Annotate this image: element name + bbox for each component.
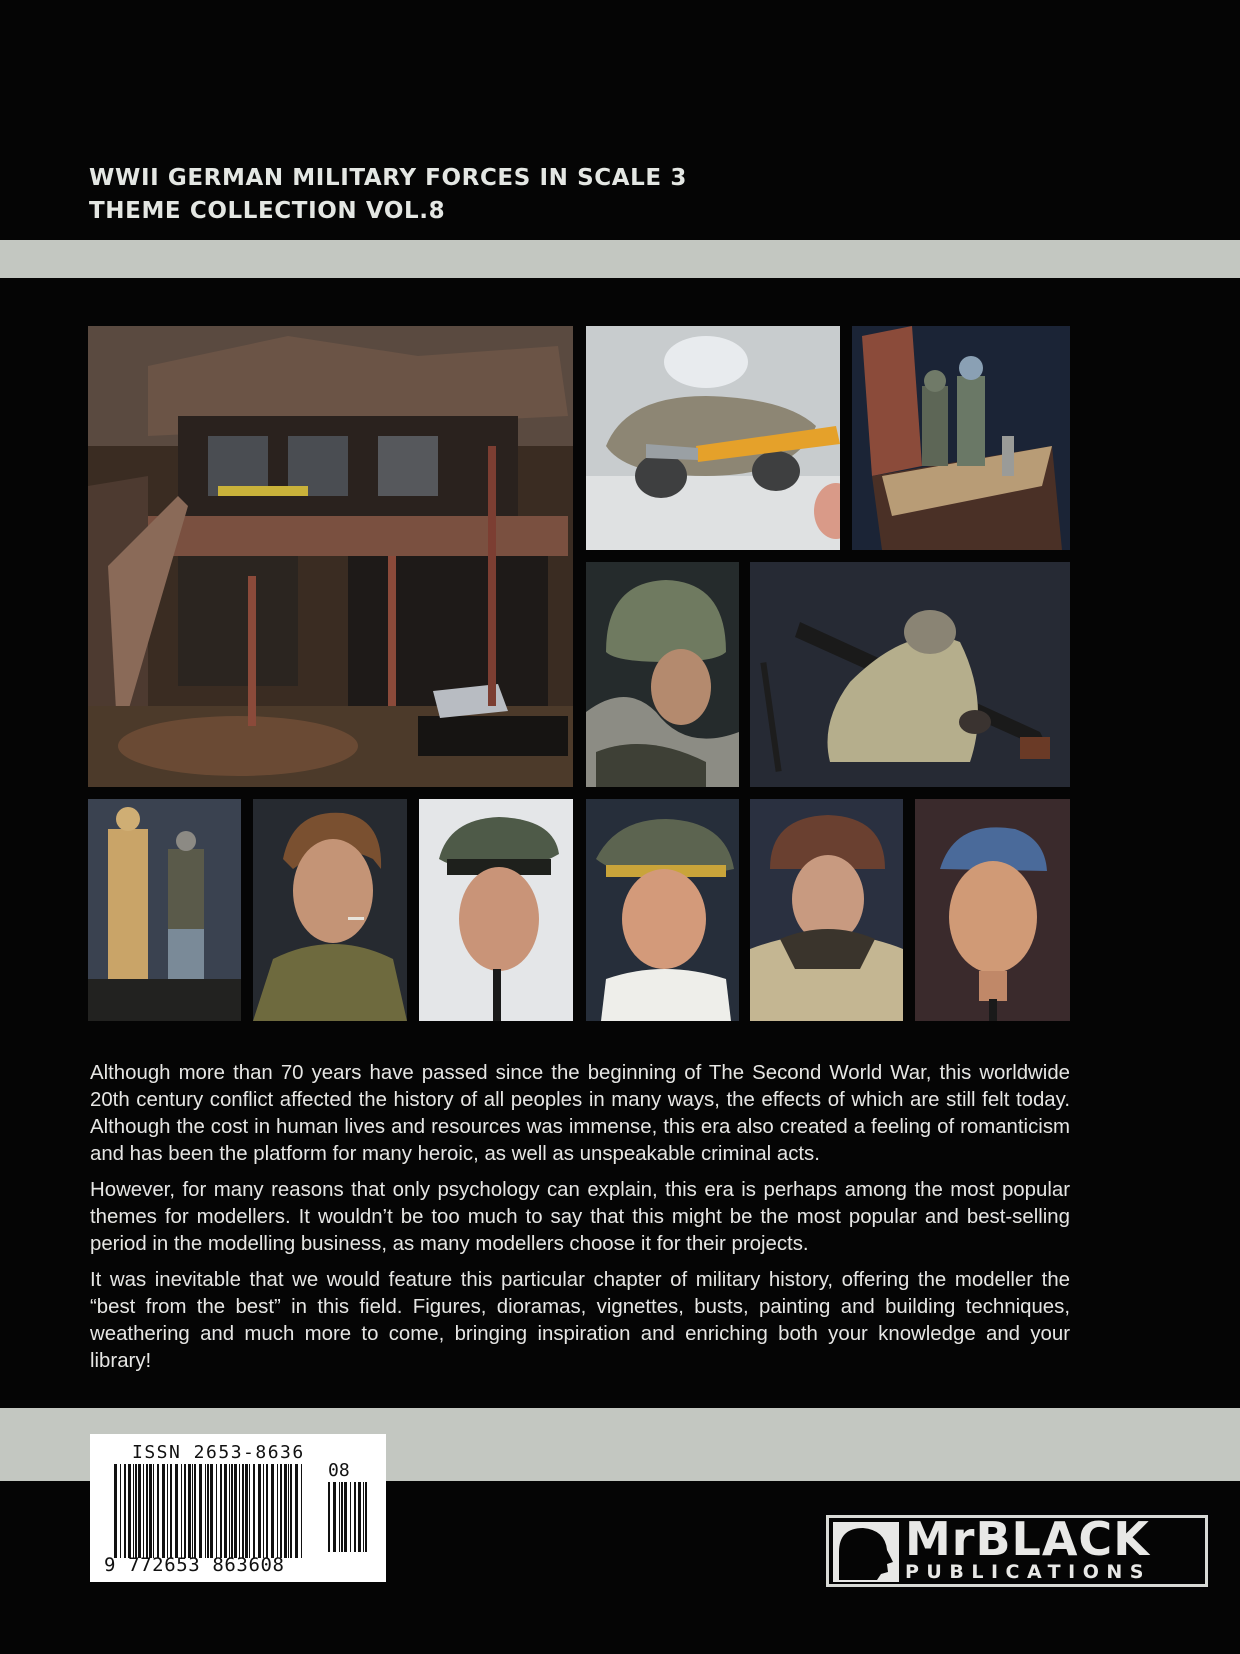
barcode-bar <box>280 1464 282 1558</box>
helmeted-soldier-bust-icon <box>586 562 739 787</box>
barcode-bar <box>284 1464 287 1558</box>
barcode-bar <box>242 1464 244 1558</box>
barcode-bar <box>229 1464 230 1558</box>
publisher-logo <box>826 1512 1208 1587</box>
barcode-bar <box>341 1482 343 1552</box>
barcode-bar <box>258 1464 261 1558</box>
barcode-bar <box>188 1464 191 1558</box>
machine-gunner-figure-icon <box>750 562 1070 787</box>
barcode-bar <box>234 1464 237 1558</box>
barcode-bar <box>194 1464 196 1558</box>
barcode-bar <box>253 1464 255 1558</box>
blurb-paragraph-2: However, for many reasons that only psychology can explain, this era is perhaps among the most popular themes for modellers. It wouldn’t be too much to say that this might be the most popular and best-selling period in the modelling business, as many modellers choose it for their projects. <box>90 1179 1070 1255</box>
barcode-bar <box>271 1464 274 1558</box>
volume-title: THEME COLLECTION VOL.8 <box>89 198 446 224</box>
barcode-bar <box>363 1482 364 1552</box>
barcode-bar <box>239 1464 240 1558</box>
soldier-by-brick-pillar-icon <box>88 799 241 1021</box>
barcode-bar <box>245 1464 248 1558</box>
barcode-bar <box>354 1482 356 1552</box>
barcode-bar <box>210 1464 213 1558</box>
barcode-bar <box>170 1464 172 1558</box>
barcode-bar <box>157 1464 159 1558</box>
fur-hat-officer-bust-icon <box>750 799 903 1021</box>
publisher-name: MrBLACK <box>905 1512 1150 1566</box>
barcode-bars <box>114 1464 304 1558</box>
barcode-bar <box>220 1464 222 1558</box>
barcode-bar <box>290 1464 292 1558</box>
barcode-bar <box>344 1482 347 1552</box>
barcode-bar <box>301 1464 302 1558</box>
painted-vehicle-model-icon <box>586 326 840 550</box>
issn-number: ISSN 2653-8636 <box>132 1442 305 1463</box>
barcode-bar <box>128 1464 131 1558</box>
barcode-bar <box>277 1464 278 1558</box>
barcode-bar <box>231 1464 233 1558</box>
barcode-bar <box>205 1464 206 1558</box>
publisher-subtitle: PUBLICATIONS <box>905 1561 1151 1583</box>
barcode-bar <box>135 1464 137 1558</box>
barcode-bar <box>167 1464 168 1558</box>
issue-number: 08 <box>328 1460 350 1481</box>
barcode-bar <box>358 1482 361 1552</box>
barcode-bar <box>266 1464 268 1558</box>
barcode-bar <box>138 1464 141 1558</box>
barcode-bar <box>216 1464 217 1558</box>
barcode-bar <box>192 1464 193 1558</box>
barcode-bar <box>114 1464 117 1558</box>
barcode-bar <box>199 1464 202 1558</box>
barcode-bar <box>207 1464 209 1558</box>
barcode-bar <box>328 1482 330 1552</box>
soldiers-vignette-icon <box>852 326 1070 550</box>
barcode-bar <box>249 1464 250 1558</box>
barcode-bar <box>263 1464 264 1558</box>
smoking-soldier-bust-icon <box>253 799 407 1021</box>
officer-cap-head-icon <box>419 799 573 1021</box>
barcode-bar <box>175 1464 178 1558</box>
barcode-bar <box>350 1482 351 1552</box>
barcode-bar <box>162 1464 165 1558</box>
barcode-addon-bars <box>328 1482 368 1552</box>
barcode-bar <box>146 1464 148 1558</box>
barcode-bar <box>153 1464 154 1558</box>
barcode-bar <box>181 1464 182 1558</box>
barcode-bar <box>133 1464 134 1558</box>
top-band <box>0 240 1240 278</box>
barcode-bar <box>365 1482 367 1552</box>
barcode-bar <box>149 1464 152 1558</box>
barcode-bar <box>120 1464 121 1558</box>
side-cap-head-icon <box>915 799 1070 1021</box>
barcode-bar <box>288 1464 289 1558</box>
barcode-bar <box>333 1482 336 1552</box>
barcode-bar <box>295 1464 298 1558</box>
barcode-label <box>90 1434 386 1582</box>
barcode-bar <box>124 1464 126 1558</box>
barcode-bar <box>339 1482 340 1552</box>
barcode-bar <box>224 1464 227 1558</box>
series-title: WWII GERMAN MILITARY FORCES IN SCALE 3 <box>89 165 687 191</box>
cover-blurb <box>90 1060 1070 1384</box>
cover-header <box>89 162 687 228</box>
diorama-ruined-factory-icon <box>88 326 573 787</box>
barcode-bar <box>184 1464 186 1558</box>
ean-number: 9 772653 863608 <box>104 1554 285 1576</box>
general-bust-icon <box>586 799 739 1021</box>
blurb-paragraph-1: Although more than 70 years have passed since the beginning of The Second World War, this worldwide 20th century conflict affected the history of all peoples in many ways, the effects of which are still felt today. Although the cost in human lives and resources was immense, this era also created a feeling of romanticism and has been the platform for many heroic, as well as unspeakable criminal acts. <box>90 1062 1070 1165</box>
blurb-paragraph-3: It was inevitable that we would feature this particular chapter of military history, offering the modeller the “best from the best” in this field. Figures, dioramas, vignettes, busts, painting and building techniques, weathering and much more to come, bringing inspiration and enriching both your knowledge and your library! <box>90 1269 1070 1372</box>
head-silhouette-icon <box>833 1522 899 1582</box>
barcode-bar <box>143 1464 144 1558</box>
